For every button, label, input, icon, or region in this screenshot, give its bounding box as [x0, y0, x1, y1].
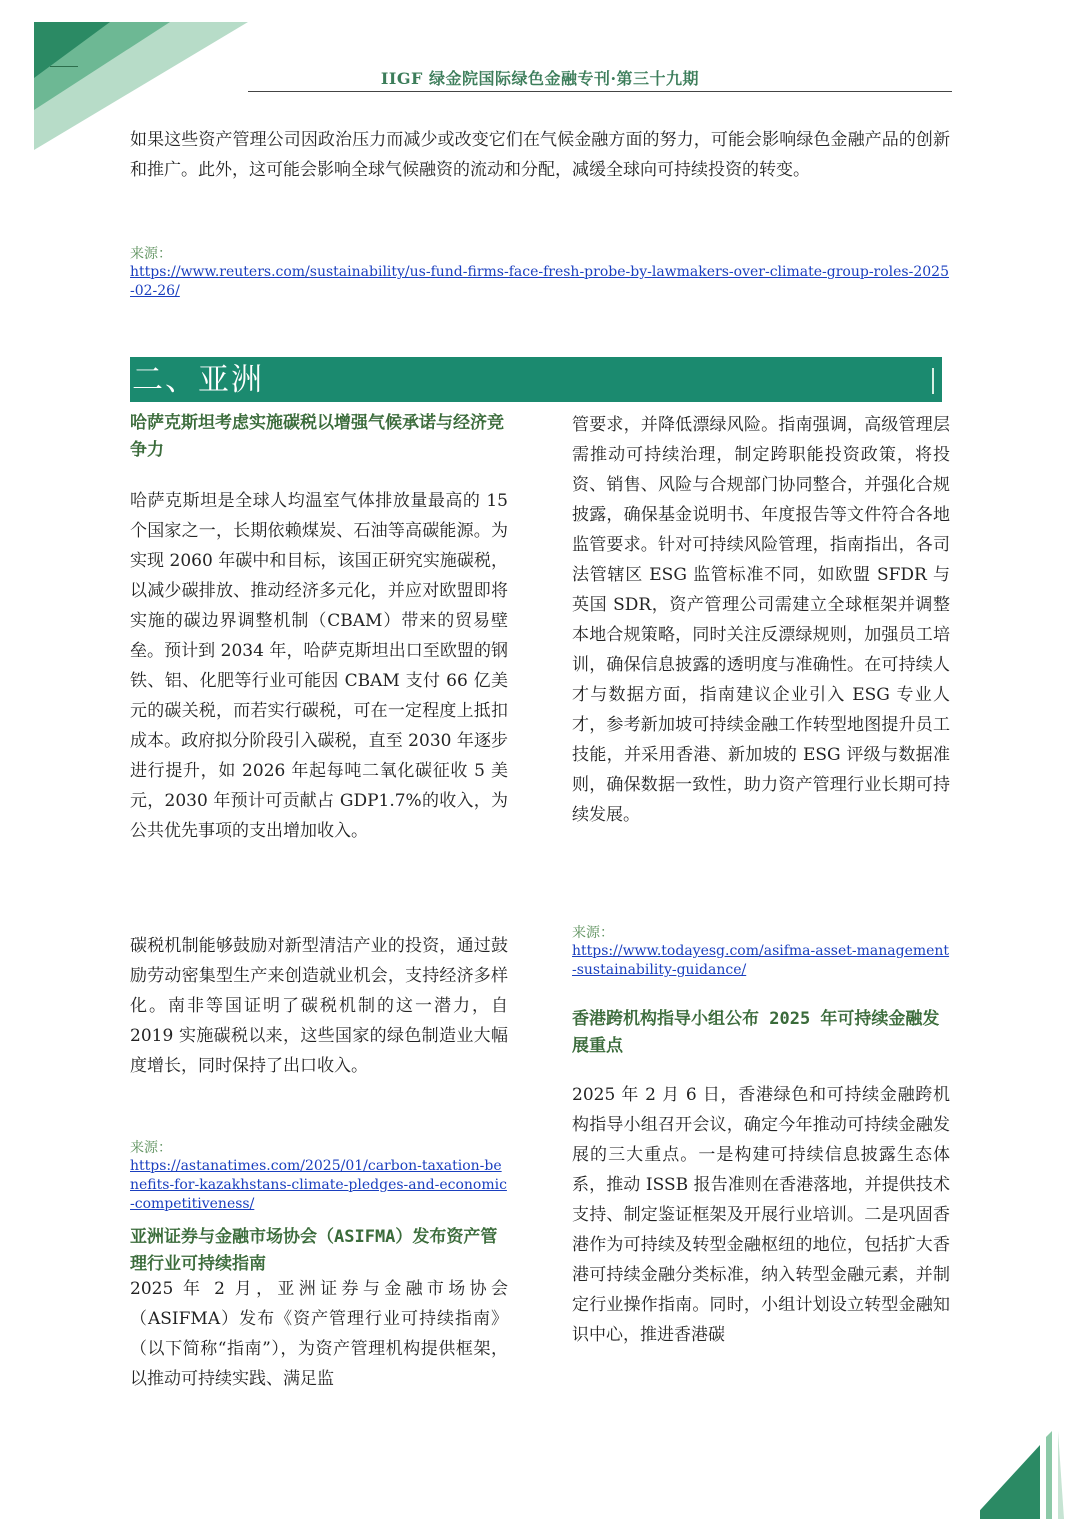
- article-headline-kazakhstan: 哈萨克斯坦考虑实施碳税以增强气候承诺与经济竞争力: [130, 413, 504, 460]
- article-headline-asifma: 亚洲证券与金融市场协会（ASIFMA）发布资产管理行业可持续指南: [130, 1227, 498, 1274]
- right-source: [572, 922, 950, 980]
- source-link[interactable]: https://www.reuters.com/sustainability/us-fund-firms-face-fresh-probe-by-lawmakers-over-climate-group-roles-2025-02-26/: [130, 264, 949, 299]
- source-label: 来源：: [130, 1140, 172, 1156]
- source-link[interactable]: https://astanatimes.com/2025/01/carbon-taxation-benefits-for-kazakhstans-climate-pledges-and-economic-competitiveness/: [130, 1158, 507, 1212]
- top-source: [130, 243, 950, 301]
- left-source: [130, 1137, 510, 1214]
- source-label: 来源：: [130, 246, 172, 262]
- source-link[interactable]: https://www.todayesg.com/asifma-asset-management-sustainability-guidance/: [572, 943, 950, 978]
- section-mark: [932, 368, 934, 394]
- source-label: 来源：: [572, 925, 614, 941]
- header-divider: [248, 91, 952, 92]
- article-body-hongkong: 2025 年 2 月 6 日，香港绿色和可持续金融跨机构指导小组召开会议，确定今年推动可持续金融发展的三大重点。一是构建可持续信息披露生态体系，推动 ISSB 报告准则在香港落地，并提供技术支持、制定鉴证框架及开展行业培训。二是巩固香港作为可持续及转型金融枢纽的地位，包括扩大香港可持续金融分类标准，纳入转型金融元素，并制定行业操作指南。同时，小组计划设立转型金融知识中心，推进香港碳: [572, 1085, 950, 1345]
- corner-decoration-bottom: [980, 1427, 1080, 1527]
- article-headline-hongkong: 香港跨机构指导小组公布 2025 年可持续金融发展重点: [572, 1009, 940, 1056]
- header-title: IIGF 绿金院国际绿色金融专刊·第三十九期: [380, 69, 700, 88]
- article-body-kazakhstan: 哈萨克斯坦是全球人均温室气体排放量最高的 15 个国家之一，长期依赖煤炭、石油等高碳能源。为实现 2060 年碳中和目标，该国正研究实施碳税，以减少碳排放、推动经济多元化，并应对欧盟即将实施的碳边界调整机制（CBAM）带来的贸易壁垒。预计到 2034 年，哈萨克斯坦出口至欧盟的钢铁、铝、化肥等行业可能因 CBAM 支付 66 亿美元的碳关税，而若实行碳税，可在一定程度上抵扣成本。政府拟分阶段引入碳税，直至 2030 年逐步进行提升，如 2026 年起每吨二氧化碳征收 5 美元，2030 年预计可贡献占 GDP1.7%的收入，为公共优先事项的支出增加收入。: [130, 491, 508, 841]
- section-title: 二、亚洲: [132, 362, 264, 398]
- article-body-asifma-cont: 管要求，并降低漂绿风险。指南强调，高级管理层需推动可持续治理，制定跨职能投资政策，将投资、销售、风险与合规部门协同整合，并强化合规披露，确保基金说明书、年度报告等文件符合各地监管要求。针对可持续风险管理，指南指出，各司法管辖区 ESG 监管标准不同，如欧盟 SFDR 与英国 SDR，资产管理公司需建立全球框架并调整本地合规策略，同时关注反漂绿规则，加强员工培训，确保信息披露的透明度与准确性。在可持续人才与数据方面，指南建议企业引入 ESG 专业人才，参考新加坡可持续金融工作转型地图提升员工技能，并采用香港、新加坡的 ESG 评级与数据准则，确保数据一致性，助力资产管理行业长期可持续发展。: [572, 415, 950, 825]
- article-body-kazakhstan-2: 碳税机制能够鼓励对新型清洁产业的投资，通过鼓励劳动密集型生产来创造就业机会，支持经济多样化。南非等国证明了碳税机制的这一潜力，自 2019 实施碳税以来，这些国家的绿色制造业大幅度增长，同时保持了出口收入。: [130, 936, 508, 1076]
- intro-paragraph: 如果这些资产管理公司因政治压力而减少或改变它们在气候金融方面的努力，可能会影响绿色金融产品的创新和推广。此外，这可能会影响全球气候融资的流动和分配，减缓全球向可持续投资的转变。: [130, 130, 950, 180]
- article-body-asifma: 2025 年 2 月，亚洲证券与金融市场协会（ASIFMA）发布《资产管理行业可持续指南》（以下简称“指南”），为资产管理机构提供框架，以推动可持续实践、满足监: [130, 1279, 508, 1389]
